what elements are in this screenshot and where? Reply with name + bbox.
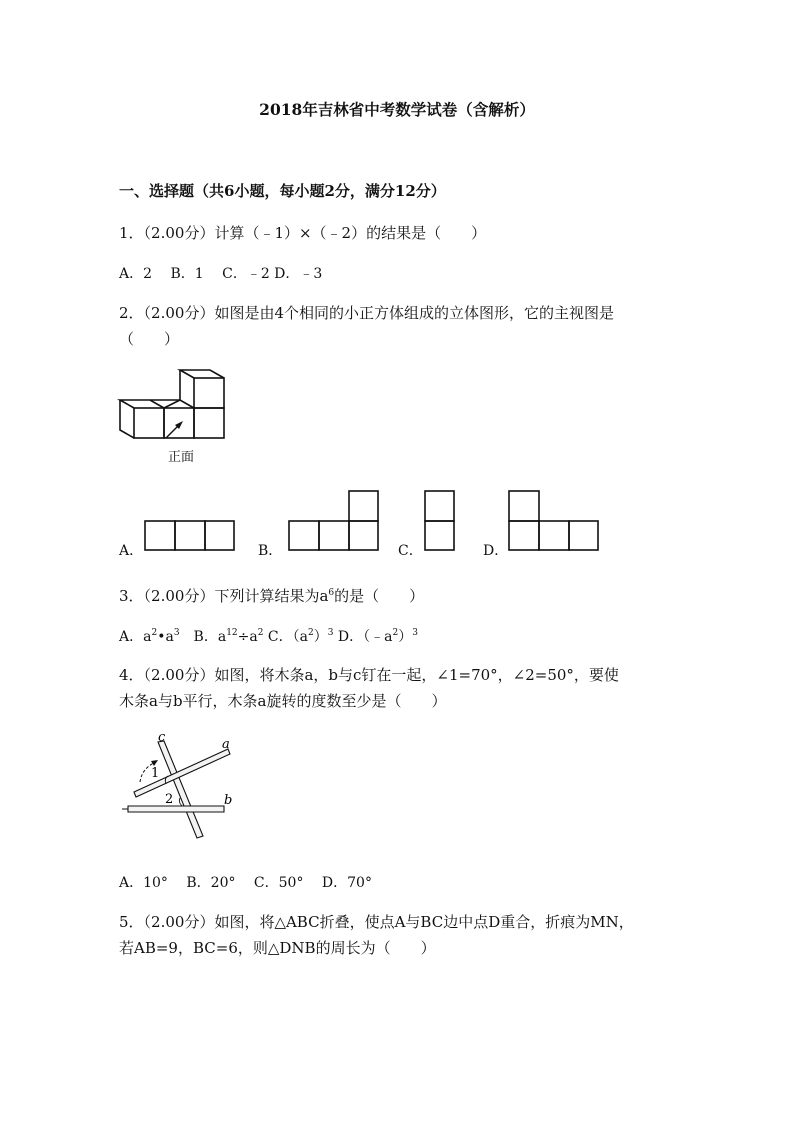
front-view-label: 正面 xyxy=(168,450,195,465)
question-3-text: 3．（2.00分）下列计算结果为$a^6$的是（ ） xyxy=(119,587,425,605)
question-5-line-2: 若AB=9，BC=6，则△DNB的周长为（ ） xyxy=(119,939,436,957)
q2-option-a-label: A． xyxy=(119,543,144,559)
label-a: a xyxy=(222,737,230,752)
question-2-line-1: 2．（2.00分）如图是由4个相同的小正方体组成的立体图形，它的主视图是 xyxy=(119,304,614,322)
angle-1-label: 1 xyxy=(151,766,160,781)
page-title: 2018年吉林省中考数学试卷（含解析） xyxy=(259,100,535,119)
q2-option-d-label: D． xyxy=(483,543,509,559)
q2-option-d-figure xyxy=(508,490,600,552)
question-2-line-2: （ ） xyxy=(119,330,180,348)
question-4-options: A．10° B．20° C．50° D．70° xyxy=(119,875,372,891)
question-5-line-1: 5．（2.00分）如图，将△ABC折叠，使点A与BC边中点D重合，折痕为MN， xyxy=(119,913,634,931)
section-heading: 一、选择题（共6小题，每小题2分，满分12分） xyxy=(119,182,446,200)
q2-option-b-label: B． xyxy=(258,543,283,559)
question-4-line-2: 木条a与b平行，木条a旋转的度数至少是（ ） xyxy=(119,692,447,710)
question-1-text: 1．（2.00分）计算（﹣1）×（﹣2）的结果是（ ） xyxy=(119,224,487,242)
label-b: b xyxy=(224,793,233,808)
question-3-options: A．$a^2•a^3$ B．$a^{12}\div a^2$ C．$(a^2)^3$ D．$(﹣a^2)^3$ xyxy=(119,628,418,645)
question-1-options: A．2 B．1 C．﹣2 D．﹣3 xyxy=(119,266,323,282)
q2-option-c-figure xyxy=(424,490,456,552)
q2-option-b-figure xyxy=(288,490,380,552)
q2-option-a-figure xyxy=(144,520,236,552)
angle-2-label: 2 xyxy=(165,792,174,807)
label-c: c xyxy=(158,730,166,745)
q2-option-c-label: C． xyxy=(398,543,423,559)
question-4-line-1: 4．（2.00分）如图，将木条a，b与c钉在一起，∠1=70°，∠2=50°，要使 xyxy=(119,666,619,684)
sticks-figure xyxy=(120,732,245,852)
